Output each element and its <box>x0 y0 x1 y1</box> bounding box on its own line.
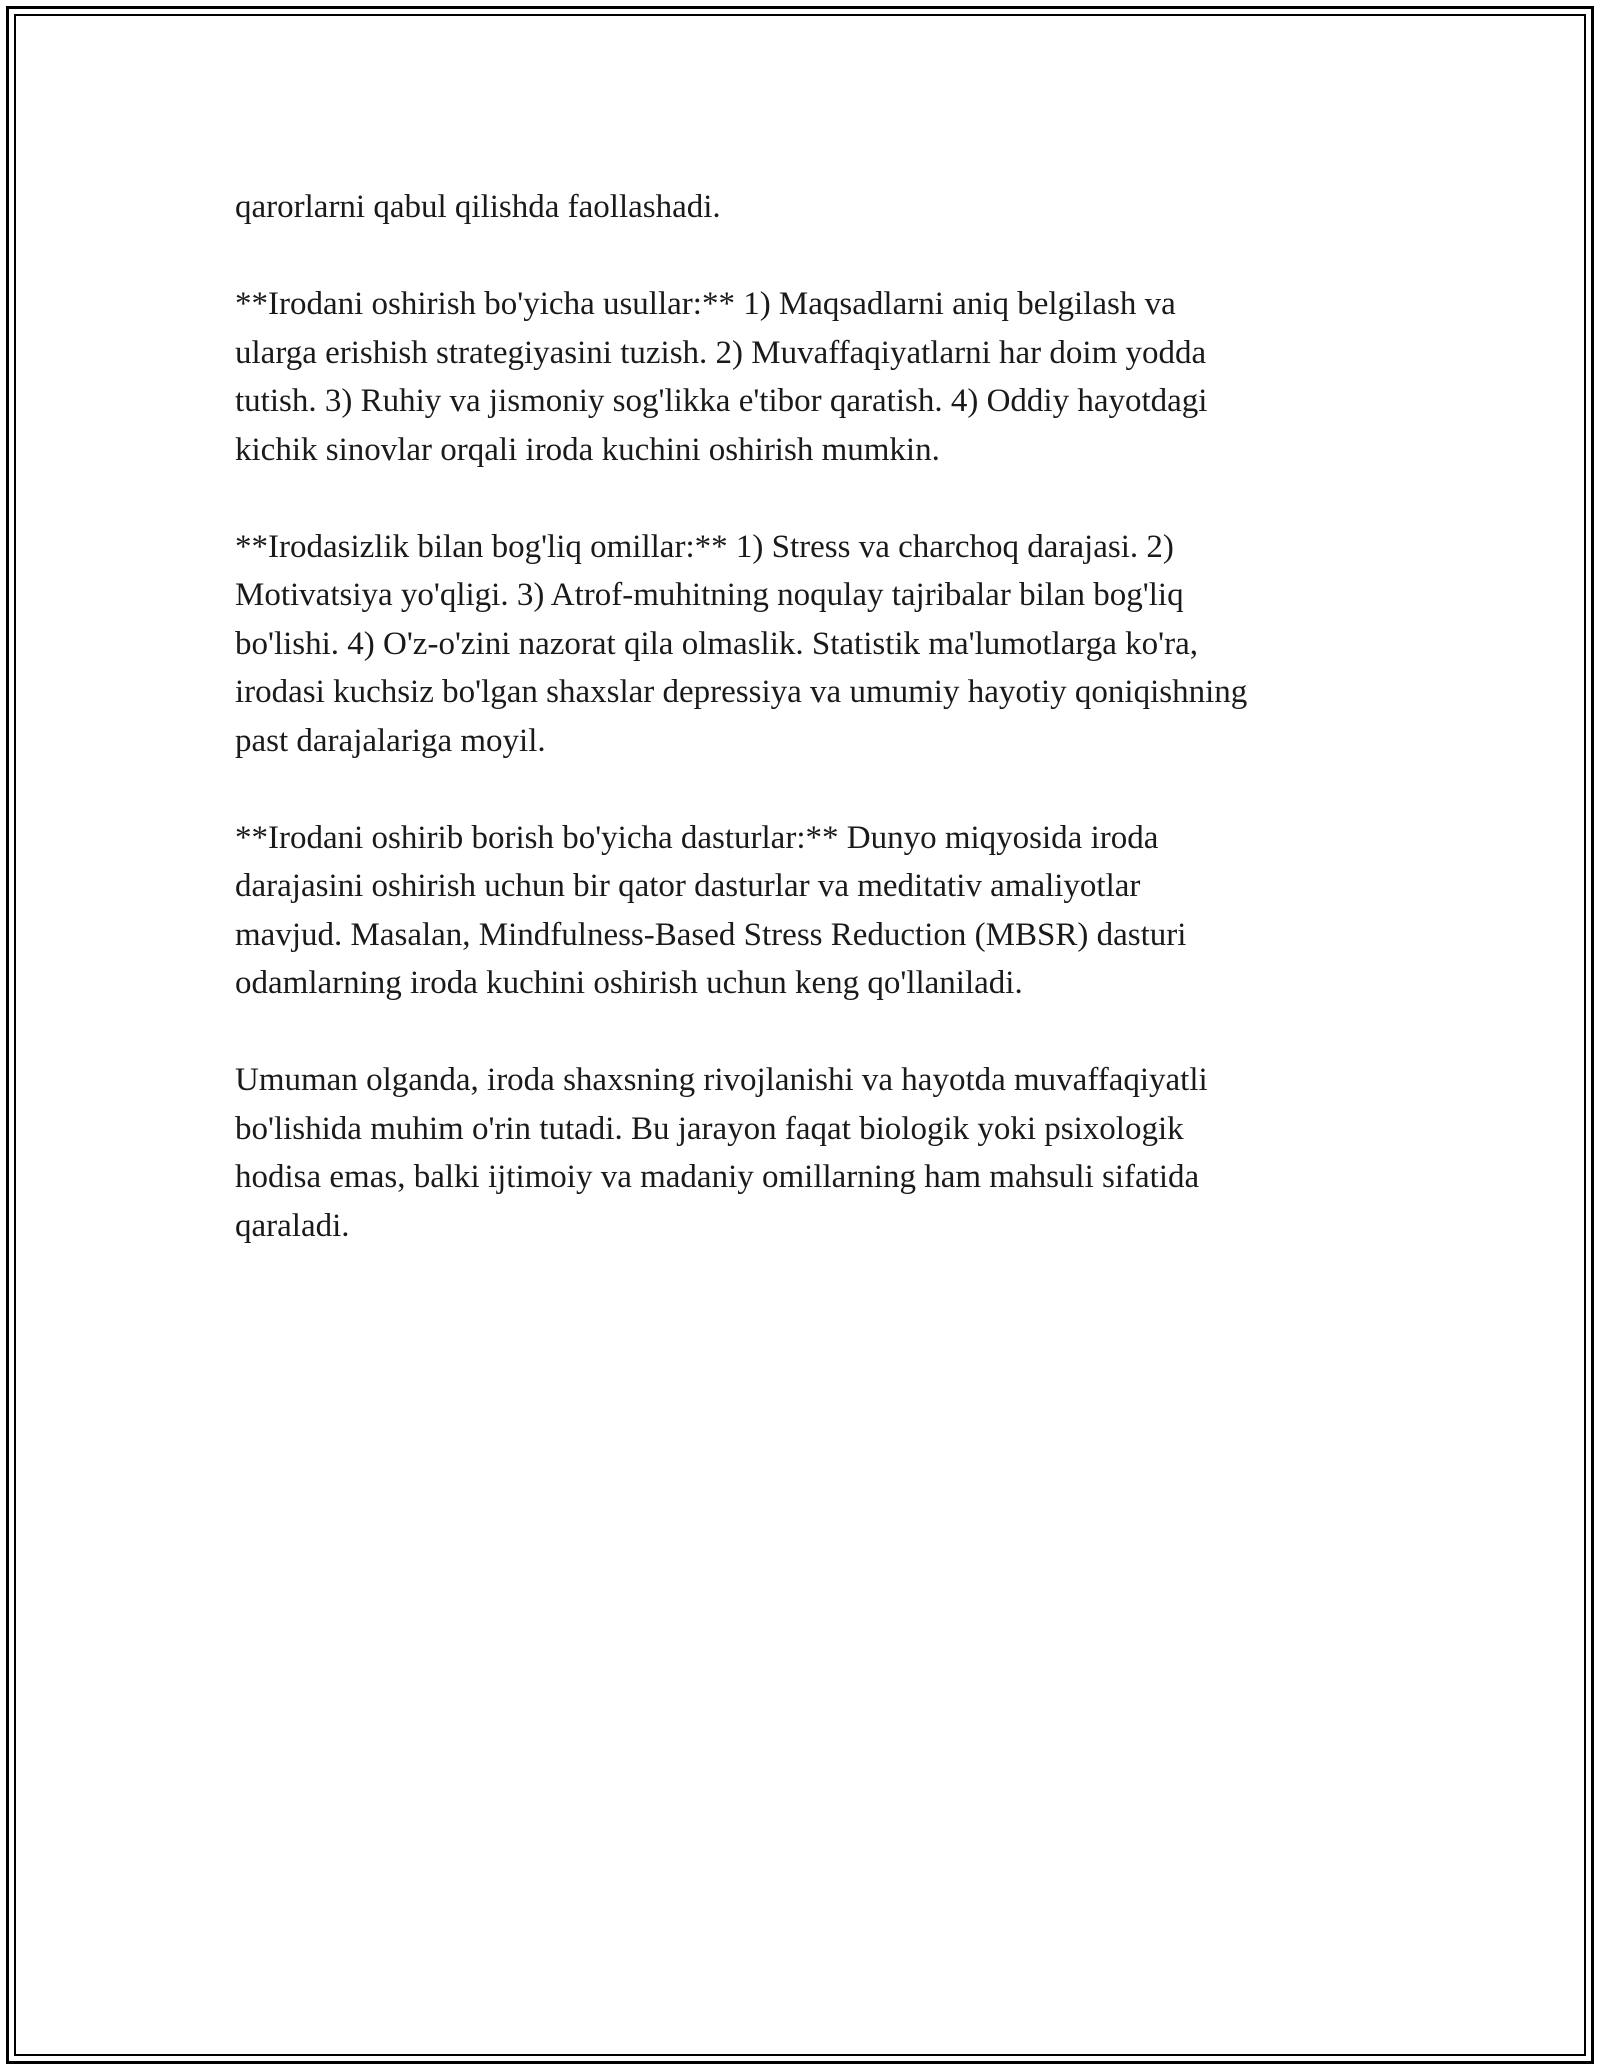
paragraph-conclusion: Umuman olganda, iroda shaxsning rivojlanishi va hayotda muvaffaqiyatli bo'lishida muhim o'rin tutadi. Bu jarayon faqat biologik yoki psixologik hodisa emas, balki ijtimoiy va madaniy omillarning ham mahsuli sifatida qaraladi. <box>235 1062 1208 1244</box>
document-body <box>235 183 1385 1299</box>
paragraph-weak-will-factors: **Irodasizlik bilan bog'liq omillar:** 1) Stress va charchoq darajasi. 2) Motivatsiya yo'qligi. 3) Atrof-muhitning noqulay tajribalar bilan bog'liq bo'lishi. 4) O'z-o'zini nazorat qila olmaslik. Statistik ma'lumotlarga ko'ra, irodasi kuchsiz bo'lgan shaxslar depressiya va umumiy hayotiy qoniqishning past darajalariga moyil. <box>235 528 1248 759</box>
paragraph-continuation: qarorlarni qabul qilishda faollashadi. <box>235 189 721 225</box>
paragraph-willpower-methods: **Irodani oshirish bo'yicha usullar:** 1) Maqsadlarni aniq belgilash va ularga erishish strategiyasini tuzish. 2) Muvaffaqiyatlarni har doim yodda tutish. 3) Ruhiy va jismoniy sog'likka e'tibor qaratish. 4) Oddiy hayotdagi kichik sinovlar orqali iroda kuchini oshirish mumkin. <box>235 286 1208 468</box>
paragraph-willpower-programs: **Irodani oshirib borish bo'yicha dasturlar:** Dunyo miqyosida iroda darajasini oshirish uchun bir qator dasturlar va meditativ amaliyotlar mavjud. Masalan, Mindfulness-Based Stress Reduction (MBSR) dasturi odamlarning iroda kuchini oshirish uchun keng qo'llaniladi. <box>235 819 1187 1001</box>
